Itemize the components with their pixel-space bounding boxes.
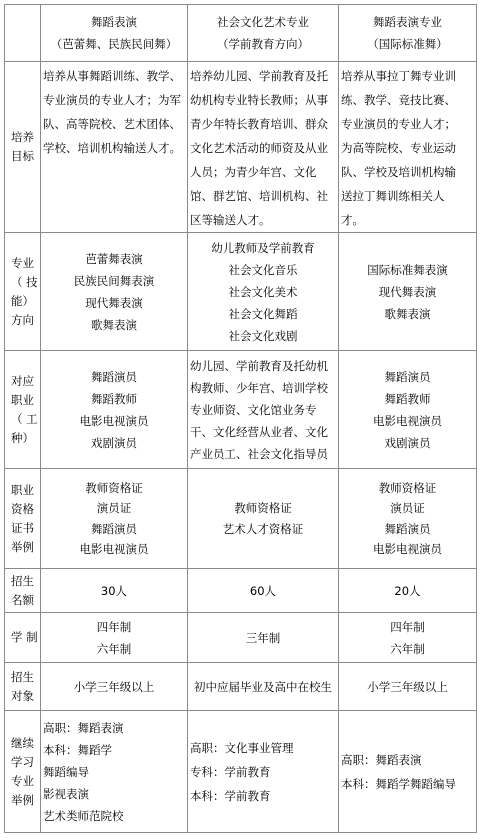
target-cell-col2: 初中应届毕业及高中在校生 xyxy=(188,663,339,711)
cell-line: 教师资格证 xyxy=(234,501,292,515)
cell-line: 社会文化舞蹈 xyxy=(228,306,298,321)
cell-line: 培养从事拉丁舞专业训 xyxy=(341,69,456,83)
row-further-study xyxy=(5,711,477,833)
cell-line: 培养从事舞蹈训练、教学、 xyxy=(43,69,181,83)
further-cell-col1 xyxy=(41,711,188,833)
row-label-line: 招生 xyxy=(11,669,34,684)
column-header-1 xyxy=(41,5,188,62)
row-label-training-goal xyxy=(5,62,41,233)
row-label-line: （ 技 xyxy=(11,274,38,289)
cell-line: 社会文化美术 xyxy=(228,284,298,299)
quota-cell-col1: 30人 xyxy=(41,569,188,613)
target-cell-col3: 小学三年级以上 xyxy=(339,663,477,711)
row-label-jobs xyxy=(5,351,41,469)
cell-line: 六年制 xyxy=(96,641,132,656)
cell-line: 电影电视演员 xyxy=(79,413,149,428)
column-header-1-subtitle: （芭蕾舞、民族民间舞） xyxy=(50,37,178,51)
cell-line: 电影电视演员 xyxy=(373,542,442,556)
cell-line: 专业师资、文化馆业务专 xyxy=(190,402,317,417)
cert-cell-col3 xyxy=(339,469,477,569)
cell-line: 社会文化音乐 xyxy=(228,262,298,277)
cell-line: 舞蹈演员 xyxy=(384,521,431,536)
cell-line: 才。 xyxy=(341,213,364,227)
cell-line: 舞蹈编导 xyxy=(43,764,89,779)
row-label-line: 对象 xyxy=(11,688,34,703)
cell-line: 芭蕾舞表演 xyxy=(85,251,143,266)
program-table xyxy=(4,4,477,833)
row-label-certificates xyxy=(5,469,41,569)
column-header-3 xyxy=(339,5,477,62)
cell-line: 艺术人才资格证 xyxy=(222,521,304,536)
cell-line: 社会文化戏剧 xyxy=(228,328,298,343)
row-label-direction xyxy=(5,233,41,351)
cell-line: 国际标准舞表演 xyxy=(367,262,448,277)
cell-line: 六年制 xyxy=(390,641,425,656)
header-empty-cell xyxy=(5,5,41,62)
row-target xyxy=(5,663,477,711)
row-direction xyxy=(5,233,477,351)
row-label-line: 专业 xyxy=(11,255,34,270)
cell-line: 本科：学前教育 xyxy=(190,788,271,803)
column-header-3-title: 舞蹈表演专业 xyxy=(373,15,442,29)
row-label-line: 继续 xyxy=(11,735,34,750)
cell-line: 现代舞表演 xyxy=(85,295,143,310)
cell-line: 人员；为青少年宫、文化 xyxy=(190,165,317,179)
cell-line: 舞蹈演员 xyxy=(91,369,137,384)
row-label-line: 举例 xyxy=(11,792,34,807)
column-header-2-title: 社会文化艺术专业 xyxy=(217,15,309,29)
row-label-line: 对应 xyxy=(11,373,34,388)
cell-line: 现代舞表演 xyxy=(378,284,437,299)
cert-cell-col2 xyxy=(188,469,339,569)
goal-cell-col3 xyxy=(339,62,477,233)
cell-line: 送拉丁舞训练相关人 xyxy=(341,189,445,203)
column-header-3-subtitle: （国际标准舞） xyxy=(367,37,448,51)
row-label-quota xyxy=(5,569,41,613)
row-label-line: 举例 xyxy=(11,539,34,554)
direction-cell-col2 xyxy=(188,233,339,351)
row-label-line: 目标 xyxy=(11,149,34,163)
column-header-2-subtitle: （学前教育方向） xyxy=(217,37,309,51)
cell-line: 民族民间舞表演 xyxy=(73,273,155,288)
target-cell-col1: 小学三年级以上 xyxy=(41,663,188,711)
cell-line: 专业演员的专业人才；为军 xyxy=(43,93,181,107)
row-label-further-study xyxy=(5,711,41,833)
cell-line: 练、教学、竞技比赛、 xyxy=(341,93,456,107)
row-label-line: 职业 xyxy=(11,482,34,497)
cell-line: 队、高等院校、艺术团体、 xyxy=(43,117,181,131)
system-cell-col1 xyxy=(41,613,188,663)
cell-line: 高职：舞蹈表演 xyxy=(43,720,124,735)
cell-line: 馆、群艺馆、培训机构、社 xyxy=(190,189,328,203)
row-label-system xyxy=(5,613,41,663)
goal-cell-col2 xyxy=(188,62,339,233)
cell-line: 四年制 xyxy=(390,619,425,634)
cell-line: 本科：舞蹈学 xyxy=(43,742,112,757)
further-cell-col2 xyxy=(188,711,339,833)
cell-line: 高职：文化事业管理 xyxy=(190,740,294,755)
cell-line: 戏剧演员 xyxy=(384,435,431,450)
cell-line: 影视表演 xyxy=(43,786,89,801)
row-label-target xyxy=(5,663,41,711)
direction-cell-col1 xyxy=(41,233,188,351)
cell-line: 舞蹈演员 xyxy=(384,369,431,384)
cell-line: 构教师、少年宫、培训学校 xyxy=(190,380,328,395)
cell-line: 学校、培训机构输送人才。 xyxy=(43,141,181,155)
cell-line: 教师资格证 xyxy=(378,480,437,495)
cell-line: 本科：舞蹈学舞蹈编导 xyxy=(341,776,456,791)
cert-cell-col1 xyxy=(41,469,188,569)
quota-cell-col2: 60人 xyxy=(188,569,339,613)
row-training-goal xyxy=(5,62,477,233)
jobs-cell-col2 xyxy=(188,351,339,469)
jobs-cell-col3 xyxy=(339,351,477,469)
row-label-line: 方向 xyxy=(11,312,34,327)
cell-line: 演员证 xyxy=(96,501,132,515)
further-cell-col3 xyxy=(339,711,477,833)
cell-line: 干、文化经营从业者、文化 xyxy=(190,424,328,439)
cell-line: 舞蹈演员 xyxy=(91,521,137,536)
cell-line: 舞蹈教师 xyxy=(91,391,137,406)
system-cell-col2: 三年制 xyxy=(188,613,339,663)
row-label-line: （ 工 xyxy=(11,411,38,426)
row-label-line: 职业 xyxy=(11,392,34,407)
row-label-line: 学习 xyxy=(11,754,34,769)
row-label-line: 资格 xyxy=(11,501,34,516)
program-table-wrapper xyxy=(4,4,477,833)
column-header-1-title: 舞蹈表演 xyxy=(91,15,137,29)
cell-line: 艺术类师范院校 xyxy=(43,808,124,823)
row-label-line: 培养 xyxy=(11,130,34,144)
row-certificates xyxy=(5,469,477,569)
row-label-line: 学 制 xyxy=(11,630,38,644)
cell-line: 歌舞表演 xyxy=(91,317,137,332)
cell-line: 幼机构专业特长教师；从事 xyxy=(190,93,328,107)
column-header-2 xyxy=(188,5,339,62)
jobs-cell-col1 xyxy=(41,351,188,469)
cell-line: 专科：学前教育 xyxy=(190,764,271,779)
cell-line: 产业员工、社会文化指导员 xyxy=(190,446,328,461)
cell-line: 青少年特长教育培训、群众 xyxy=(190,117,328,131)
cell-line: 演员证 xyxy=(390,501,425,515)
row-label-line: 证书 xyxy=(11,520,34,535)
cell-line: 专业演员的专业人才； xyxy=(341,117,456,131)
row-label-line: 种） xyxy=(11,430,34,445)
cell-line: 幼儿教师及学前教育 xyxy=(211,240,315,255)
cell-line: 为高等院校、专业运动 xyxy=(341,141,456,155)
row-system xyxy=(5,613,477,663)
cell-line: 培养幼儿园、学前教育及托 xyxy=(190,69,328,83)
row-quota xyxy=(5,569,477,613)
cell-line: 舞蹈教师 xyxy=(384,391,431,406)
cell-line: 戏剧演员 xyxy=(91,435,137,450)
row-jobs xyxy=(5,351,477,469)
direction-cell-col3 xyxy=(339,233,477,351)
cell-line: 区等输送人才。 xyxy=(190,213,271,227)
cell-line: 队、学校及培训机构输 xyxy=(341,165,456,179)
cell-line: 电影电视演员 xyxy=(373,413,442,428)
cell-line: 电影电视演员 xyxy=(79,542,149,556)
row-label-line: 招生 xyxy=(11,573,34,588)
cell-line: 四年制 xyxy=(96,619,132,634)
goal-cell-col1 xyxy=(41,62,188,233)
cell-line: 高职：舞蹈表演 xyxy=(341,752,422,767)
row-label-line: 专业 xyxy=(11,773,34,788)
row-label-line: 名额 xyxy=(11,592,34,607)
cell-line: 文化艺术活动的师资及从业 xyxy=(190,141,328,155)
system-cell-col3 xyxy=(339,613,477,663)
row-label-line: 能） xyxy=(11,293,34,308)
cell-line: 歌舞表演 xyxy=(384,306,431,321)
cell-line: 教师资格证 xyxy=(85,480,143,495)
header-row xyxy=(5,5,477,62)
cell-line: 幼儿园、学前教育及托幼机 xyxy=(190,358,328,373)
quota-cell-col3: 20人 xyxy=(339,569,477,613)
